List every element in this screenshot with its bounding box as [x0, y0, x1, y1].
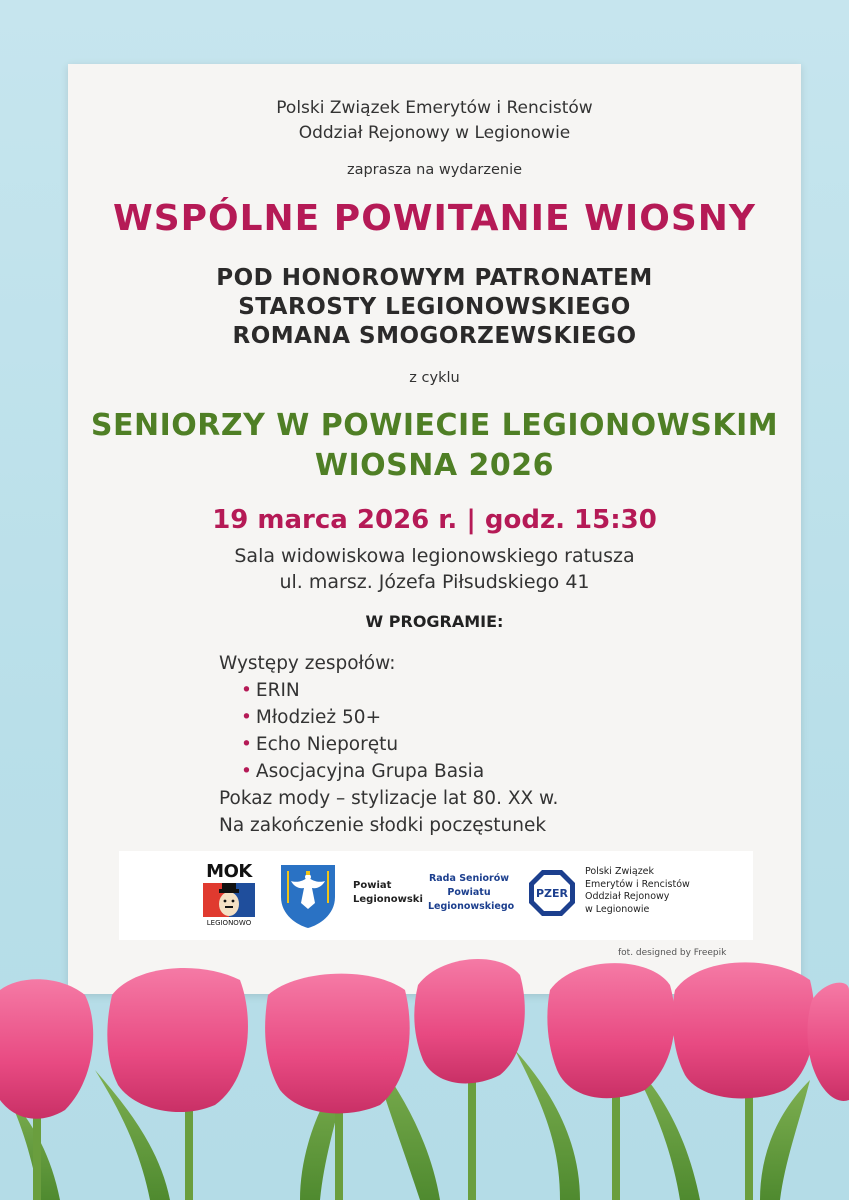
patronage-line2: STAROSTY LEGIONOWSKIEGO [238, 294, 631, 320]
pzer-line3: Oddział Rejonowy [585, 891, 670, 902]
organizer-line2: Oddział Rejonowy w Legionowie [298, 123, 571, 143]
series-line1: SENIORZY W POWIECIE LEGIONOWSKIM [90, 408, 779, 443]
cycle-text: z cyklu [409, 370, 460, 386]
band-item [219, 677, 739, 704]
patronage-block [68, 264, 801, 351]
venue-block [68, 543, 801, 595]
program-list [219, 650, 739, 839]
program-intro: Występy zespołów: [219, 653, 396, 674]
pzer-line4: w Legionowie [585, 903, 650, 915]
mok-logo-sub: LEGIONOWO [206, 919, 252, 927]
program-item-refreshments: Na zakończenie słodki poczęstunek [219, 815, 547, 836]
rada-line3: Legionowskiego [428, 901, 515, 912]
powiat-name [353, 879, 423, 907]
pzer-line2: Emerytów i Rencistów [585, 878, 690, 890]
mok-chaplin-icon [203, 883, 255, 917]
band-name: Młodzież 50+ [255, 707, 382, 728]
bullet-icon: • [241, 707, 252, 728]
venue-line1: Sala widowiskowa legionowskiego ratusza [234, 545, 635, 567]
organizer-block [68, 96, 801, 146]
patronage-line1: POD HONOROWYM PATRONATEM [216, 265, 653, 291]
rada-seniorow-logo [428, 872, 515, 914]
pzer-name [585, 866, 690, 916]
pzer-badge-icon [527, 868, 577, 918]
tulips-illustration [0, 950, 849, 1200]
venue-line2: ul. marsz. Józefa Piłsudskiego 41 [279, 571, 590, 593]
powiat-line1: Powiat [353, 880, 392, 891]
event-datetime: 19 marca 2026 r. | godz. 15:30 [212, 505, 657, 535]
mok-logo [201, 861, 257, 931]
band-name: ERIN [255, 680, 300, 701]
series-block [68, 406, 801, 486]
program-heading: W PROGRAMIE: [365, 612, 504, 631]
patronage-line3: ROMANA SMOGORZEWSKIEGO [232, 323, 637, 349]
program-item-fashion: Pokaz mody – stylizacje lat 80. XX w. [219, 788, 559, 809]
bullet-icon: • [241, 761, 252, 782]
powiat-crest-icon [279, 863, 337, 929]
organizer-line1: Polski Związek Emerytów i Rencistów [276, 98, 593, 118]
pzer-badge-text: PZER [535, 887, 569, 900]
pzer-line1: Polski Związek [585, 866, 655, 877]
band-name: Echo Nieporętu [255, 734, 399, 755]
event-title: WSPÓLNE POWITANIE WIOSNY [112, 198, 756, 239]
band-item [219, 758, 739, 785]
rada-line1: Rada Seniorów [428, 873, 510, 884]
band-item [219, 731, 739, 758]
bullet-icon: • [241, 680, 252, 701]
photo-credit: fot. designed by Freepik [618, 948, 727, 958]
invite-text: zaprasza na wydarzenie [346, 162, 523, 178]
mok-logo-text: MOK [206, 861, 252, 882]
series-line2: WIOSNA 2026 [314, 448, 555, 483]
band-name: Asocjacyjna Grupa Basia [255, 761, 485, 782]
rada-line2: Powiatu [447, 887, 491, 898]
partner-logos-bar [119, 851, 753, 940]
band-item [219, 704, 739, 731]
powiat-line2: Legionowski [353, 894, 423, 905]
bullet-icon: • [241, 734, 252, 755]
